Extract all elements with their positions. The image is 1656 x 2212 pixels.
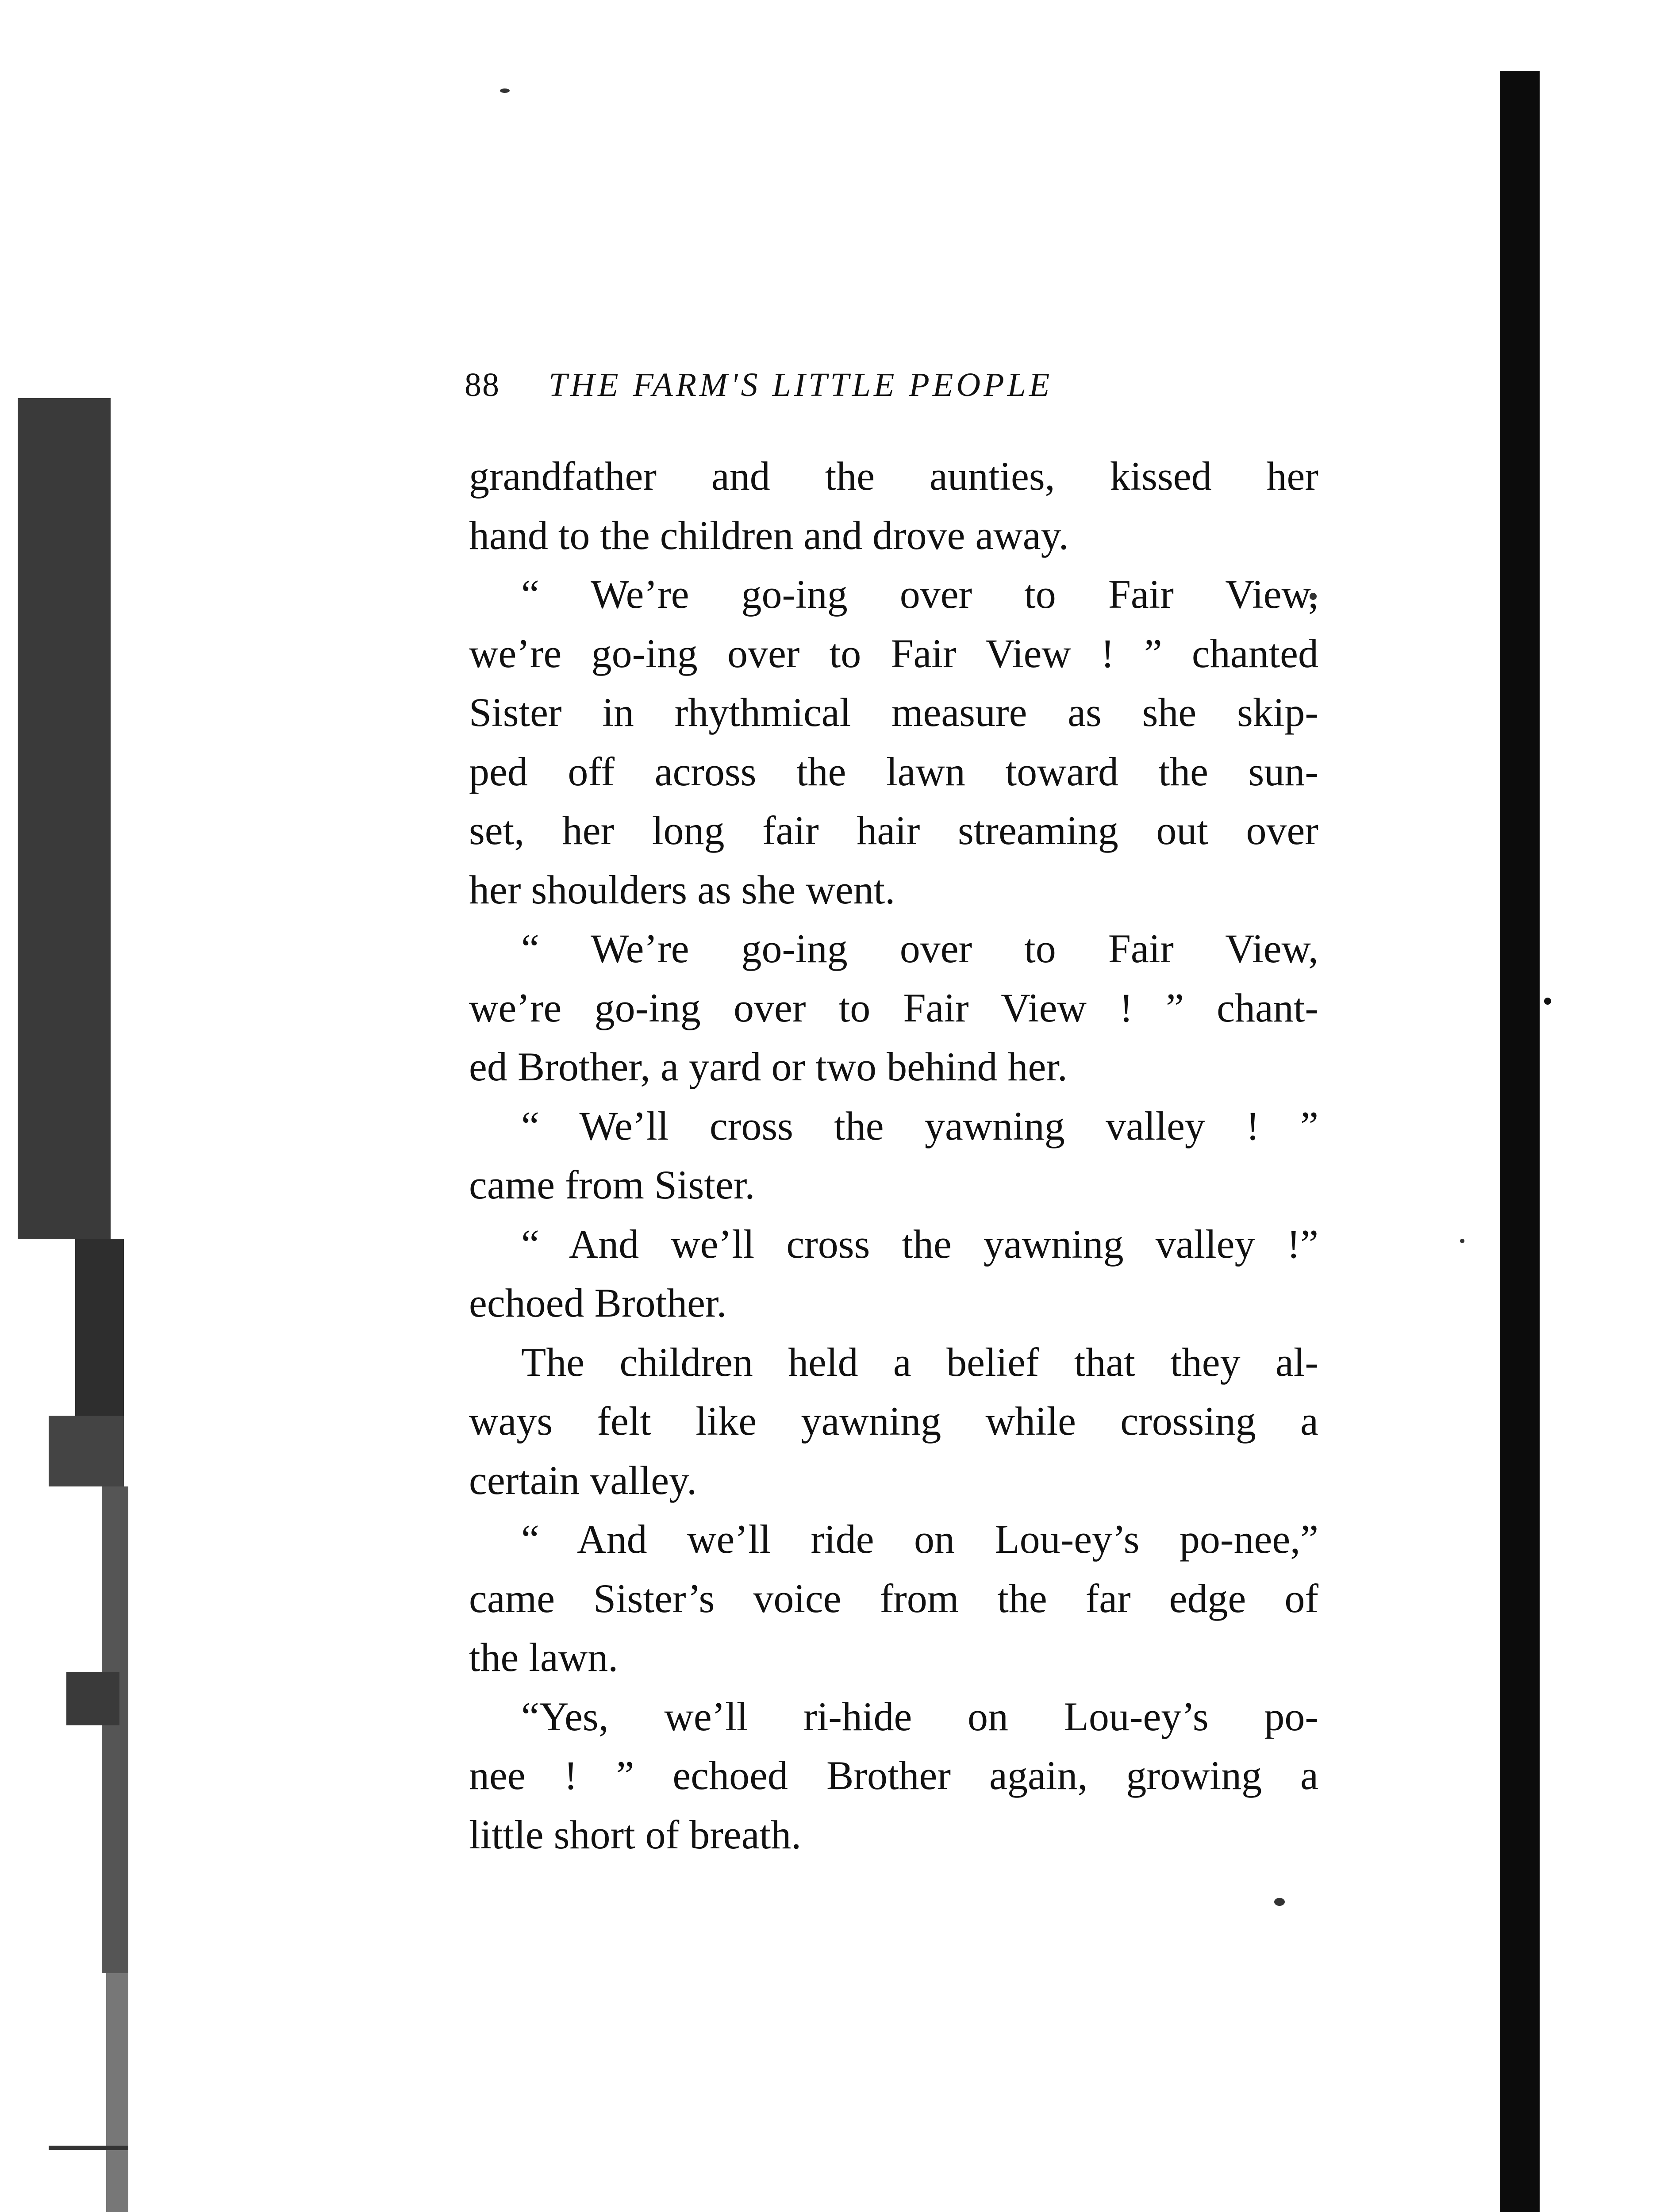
binding-shadow-bar <box>1500 71 1540 2212</box>
text-line: “ And we’ll ride on Lou-ey’s po-nee,” <box>521 1517 1318 1562</box>
page-number: 88 <box>465 366 500 403</box>
text-line: “Yes, we’ll ri-hide on Lou-ey’s po- <box>521 1694 1318 1739</box>
ink-speck <box>1274 1898 1285 1906</box>
text-line: ped off across the lawn toward the sun- <box>469 749 1318 794</box>
text-line: “ We’ll cross the yawning valley ! ” <box>521 1103 1318 1148</box>
body-text <box>469 447 1318 1864</box>
text-line: we’re go-ing over to Fair View ! ” chant- <box>469 985 1318 1030</box>
text-line: came Sister’s voice from the far edge of <box>469 1575 1318 1621</box>
text-line: we’re go-ing over to Fair View ! ” chanted <box>469 630 1318 676</box>
text-line: grandfather and the aunties, kissed her <box>469 453 1318 499</box>
text-line: ways felt like yawning while crossing a <box>469 1398 1318 1444</box>
text-line: little short of breath. <box>469 1812 802 1857</box>
text-line: Sister in rhythmical measure as she skip- <box>469 690 1318 735</box>
text-line: The children held a belief that they al- <box>521 1339 1318 1385</box>
text-line: hand to the children and drove away. <box>469 512 1069 558</box>
text-line: “ We’re go-ing over to Fair View, <box>521 926 1318 971</box>
running-title: THE FARM'S LITTLE PEOPLE <box>549 366 1053 403</box>
ink-speck <box>500 88 510 93</box>
ink-speck <box>1460 1239 1464 1243</box>
text-line: nee ! ” echoed Brother again, growing a <box>469 1753 1318 1798</box>
text-line: echoed Brother. <box>469 1280 727 1325</box>
text-line: set, her long fair hair streaming out over <box>469 808 1318 853</box>
text-line: her shoulders as she went. <box>469 867 895 912</box>
text-line: ed Brother, a yard or two behind her. <box>469 1044 1068 1089</box>
text-line: the lawn. <box>469 1635 619 1680</box>
text-line: “ We’re go-ing over to Fair View, <box>521 572 1318 617</box>
text-line: came from Sister. <box>469 1162 755 1207</box>
scan-edge-noise <box>0 398 146 2212</box>
text-line: “ And we’ll cross the yawning valley !” <box>521 1221 1318 1267</box>
ink-speck <box>1544 998 1551 1005</box>
text-line: certain valley. <box>469 1457 697 1503</box>
running-head <box>465 363 1305 407</box>
